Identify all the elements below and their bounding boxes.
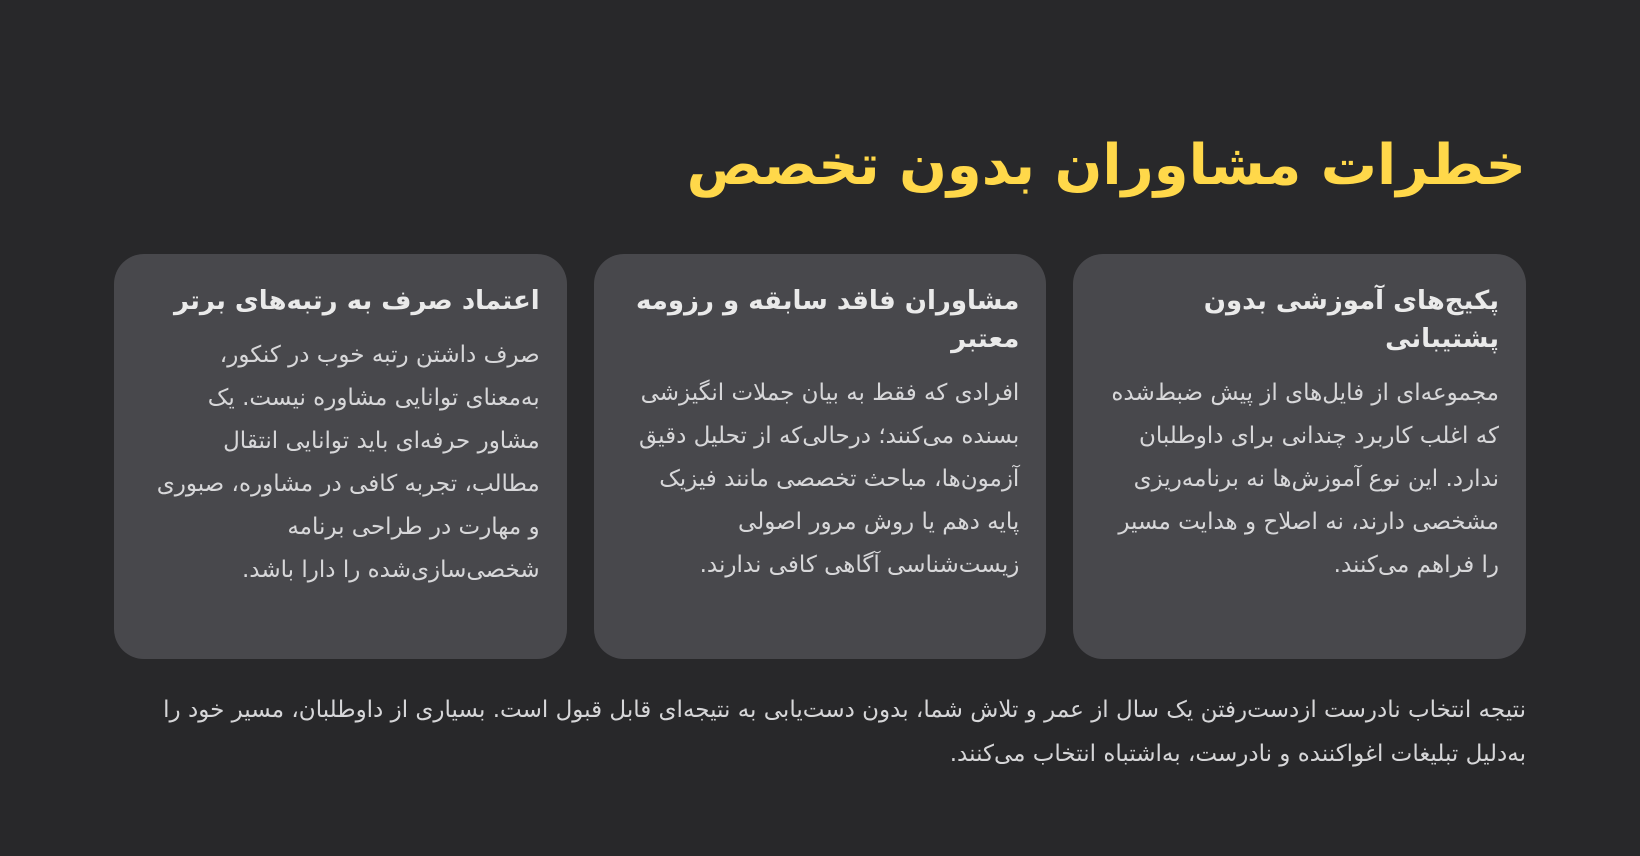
card-body: مجموعه‌ای از فایل‌های از پیش ضبط‌شده که اغلب کاربرد چندانی برای داوطلبان ندارد. این نوع آموزش‌ها نه برنامه‌ریزی مشخصی دارند، نه اصلاح و هدایت مسیر را فراهم می‌کنند. — [1111, 380, 1499, 578]
footer-paragraph: نتیجه انتخاب نادرست ازدست‌رفتن یک سال از عمر و تلاش شما، بدون دست‌یابی به نتیجه‌ای قابل قبول است. بسیاری از داوطلبان، مسیر خود را به‌دلیل تبلیغات اغواکننده و نادرست، به‌اشتباه انتخاب می‌کنند. — [163, 697, 1526, 767]
cards-row — [114, 254, 1526, 659]
card-body: صرف داشتن رتبه خوب در کنکور، به‌معنای توانایی مشاوره نیست. یک مشاور حرفه‌ای باید توانایی انتقال مطالب، تجربه کافی در مشاوره، صبوری و مهارت در طراحی برنامه شخصی‌سازی‌شده را دارا باشد. — [156, 342, 540, 583]
card-title: پکیج‌های آموزشی بدون پشتیبانی — [1203, 286, 1499, 354]
slide-title: خطرات مشاوران بدون تخصص — [686, 133, 1526, 198]
card-unqualified-consultants — [594, 254, 1047, 659]
card-title: مشاوران فاقد سابقه و رزومه معتبر — [636, 286, 1020, 354]
card-packages — [1073, 254, 1526, 659]
card-top-ranks — [114, 254, 567, 659]
card-body: افرادی که فقط به بیان جملات انگیزشی بسنده می‌کنند؛ درحالی‌که از تحلیل دقیق آزمون‌ها، مباحث تخصصی مانند فیزیک پایه دهم یا روش مرور اصولی زیست‌شناسی آگاهی کافی ندارند. — [638, 380, 1020, 578]
card-title: اعتماد صرف به رتبه‌های برتر — [173, 286, 540, 316]
